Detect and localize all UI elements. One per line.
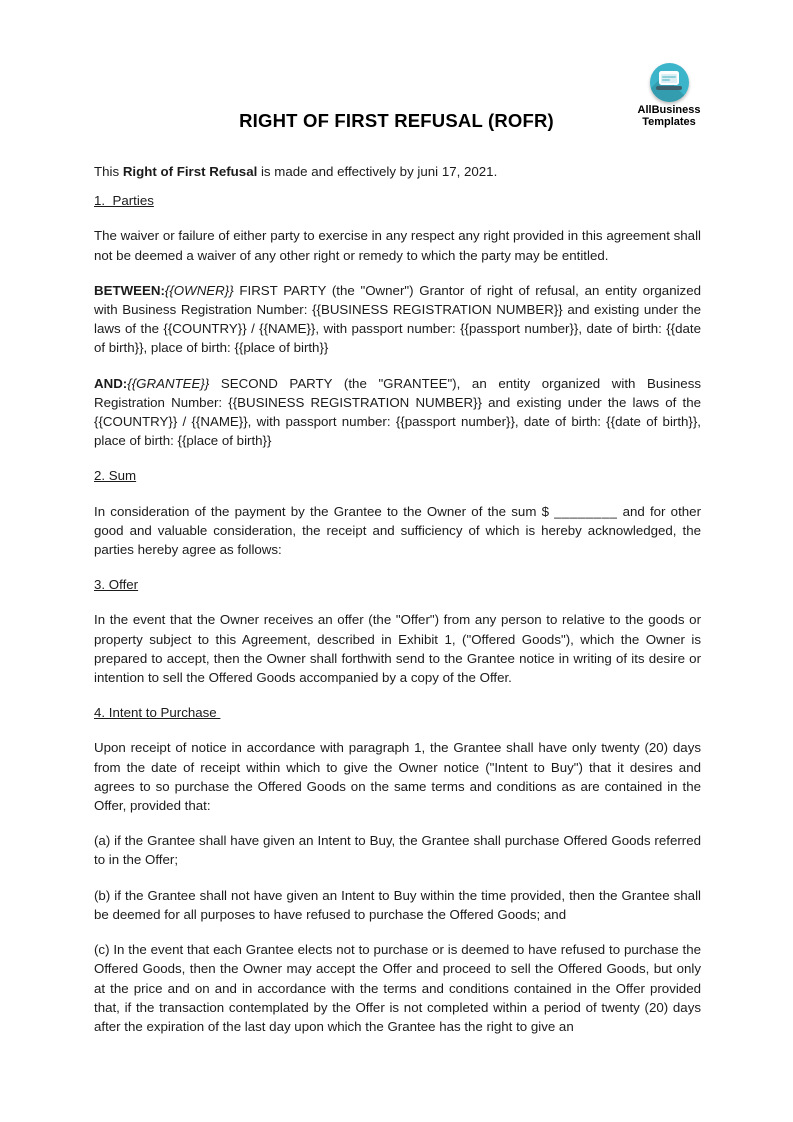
section-heading-offer: 3. Offer: [94, 577, 139, 593]
blank-amount-field: ________: [554, 503, 618, 519]
clause-b: (b) if the Grantee shall not have given an Intent to Buy within the time provided, then the Grantee shall be deemed for all purposes to have refused to purchase the Offered Goods; and: [94, 887, 701, 922]
between-body: FIRST PARTY (the "Owner") Grantor of right of refusal, an entity organized with Business Registration Number: {{BUSINESS REGISTRATION NUMBER}} and existing under the laws of the {{COUNTRY}} / {{NAME}}, with passport number: {{passport number}}, date of birth: {{date of birth}}, place of birth: {{place of birth}}: [94, 282, 701, 356]
grantee-placeholder: {{GRANTEE}}: [127, 375, 210, 391]
and-body: SECOND PARTY (the "GRANTEE"), an entity organized with Business Registration Number: {{BUSINESS REGISTRATION NUMBER}} and existing under the laws of the {{COUNTRY}} / {{NAME}}, with passport number: {{passport number}}, date of birth: {{date of birth}}, place of birth: {{place of birth}}: [94, 375, 701, 449]
paragraph-offer: In the event that the Owner receives an offer (the "Offer") from any person to relative to the goods or property subject to this Agreement, described in Exhibit 1, ("Offered Goods"), which the Owner is prepared to accept, then the Owner shall forthwith send to the Grantee notice in writing of its desire or intention to sell the Offered Goods accompanied by a copy of the Offer.: [94, 612, 701, 686]
logo-line-2: Templates: [642, 115, 696, 128]
sum-pre: In consideration of the payment by the Grantee to the Owner of the sum $: [94, 503, 555, 519]
owner-placeholder: {{OWNER}}: [164, 282, 234, 298]
paragraph-sum: [94, 502, 701, 560]
section-heading-sum: 2. Sum: [94, 468, 137, 484]
and-label: AND:: [94, 375, 128, 391]
section-heading-intent-to-purchase: 4. Intent to Purchase: [94, 705, 221, 721]
intro-bold: Right of First Refusal: [122, 164, 258, 179]
paragraph-waiver: The waiver or failure of either party to exercise in any respect any right provided in this agreement shall not be deemed a waiver of any other right or remedy to which the party may be entitled.: [94, 228, 701, 263]
clause-c: (c) In the event that each Grantee elects not to purchase or is deemed to have refused to purchase the Offered Goods, then the Owner may accept the Offer and proceed to sell the Offered Goods, but only at the price and on and in accordance with the terms and conditions contained in the Offer provided that, if the transaction contemplated by the Offer is not completed within a period of twenty (20) days after the expiration of the last day upon which the Grantee has the right to give an: [94, 942, 701, 1034]
page-title: RIGHT OF FIRST REFUSAL (ROFR): [239, 110, 554, 131]
between-label: BETWEEN:: [94, 282, 165, 298]
laptop-icon: [650, 63, 689, 102]
clause-a: (a) if the Grantee shall have given an Intent to Buy, the Grantee shall purchase Offered Goods referred to in the Offer;: [94, 833, 701, 868]
paragraph-intent: Upon receipt of notice in accordance with paragraph 1, the Grantee shall have only twenty (20) days from the date of receipt within which to give the Owner notice ("Intent to Buy") that it desires and agrees to so purchase the Offered Goods on the same terms and conditions as are contained in the Offer, provided that:: [94, 740, 701, 814]
sum-post: and for other good and valuable consideration, the receipt and sufficiency of which is hereby acknowledged, the parties hereby agree as follows:: [94, 503, 701, 558]
intro-pre: This: [94, 164, 123, 179]
section-heading-parties: 1. Parties: [94, 193, 154, 209]
document-body: [94, 162, 701, 1052]
logo-line-1: AllBusiness: [637, 104, 701, 116]
intro-paragraph: [94, 162, 701, 181]
paragraph-between: [94, 281, 701, 358]
paragraph-and: [94, 374, 701, 451]
intro-post: is made and effectively by juni 17, 2021.: [257, 164, 498, 179]
